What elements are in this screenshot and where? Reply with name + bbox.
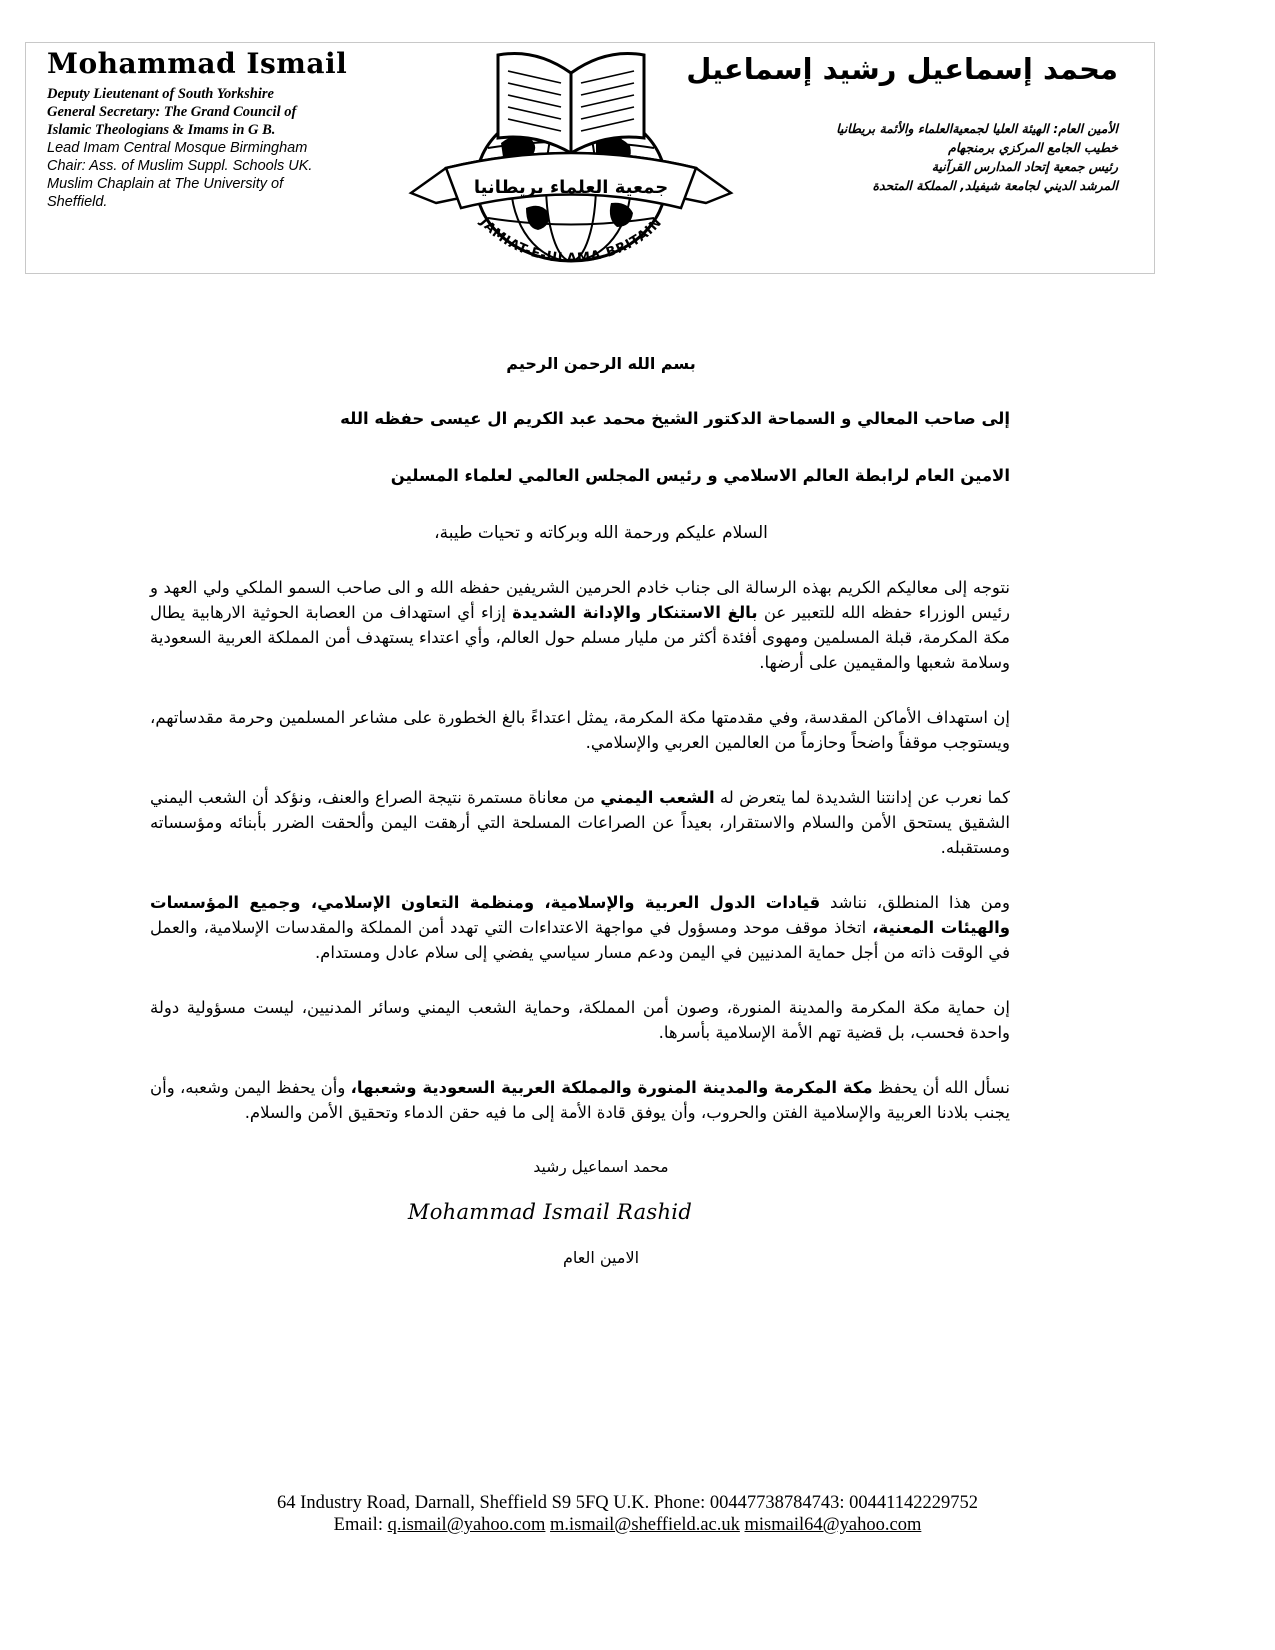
footer-email-line xyxy=(0,1514,1275,1536)
sender-title-ar: رئيس جمعية إتحاد المدارس القرآنية xyxy=(931,159,1118,174)
recipient-line: الامين العام لرابطة العالم الاسلامي و رئيس المجلس العالمي لعلماء المسلين xyxy=(390,466,1010,485)
sender-name-ar: محمد إسماعيل رشيد إسماعيل xyxy=(686,52,1118,86)
letter-paragraph: كما نعرب عن إدانتنا الشديدة لما يتعرض له الشعب اليمني من معاناة مستمرة نتيجة الصراع والعنف، ونؤكد أن الشعب اليمني الشقيق يستحق الأمن والسلام والاستقرار، بعيداً عن الصراعات المسلحة التي أرهقت اليمن وألحقت الضرر بأبنائه ومؤسساته ومستقبله. xyxy=(150,788,1010,857)
footer-address: 64 Industry Road, Darnall, Sheffield S9 5FQ U.K. Phone: 00447738784743: 00441142229752 xyxy=(277,1493,978,1513)
sender-title-en: Chair: Ass. of Muslim Suppl. Schools UK. xyxy=(47,158,313,174)
logo-banner-text: جمعية العلماء بريطانيا xyxy=(473,177,669,198)
letter-paragraph: إن استهداف الأماكن المقدسة، وفي مقدمتها مكة المكرمة، يمثل اعتداءً بالغ الخطورة على مشاعر المسلمين وحرمة مقدساتهم، ويستوجب موقفاً واضحاً وحازماً من العالمين العربي والإسلامي. xyxy=(150,708,1010,752)
signature-title: الامين العام xyxy=(562,1248,640,1267)
sender-title-en: Islamic Theologians & Imams in G B. xyxy=(47,122,276,138)
greeting: السلام عليكم ورحمة الله وبركاته و تحيات طيبة، xyxy=(434,523,768,543)
sender-title-ar: خطيب الجامع المركزي برمنجهام xyxy=(948,140,1118,155)
letter-paragraph: إن حماية مكة المكرمة والمدينة المنورة، وصون أمن المملكة، وحماية الشعب اليمني وسائر المدنيين، ليست مسؤولية دولة واحدة فحسب، بل قضية تهم الأمة الإسلامية بأسرها. xyxy=(150,998,1010,1042)
email-link[interactable]: m.ismail@sheffield.ac.uk xyxy=(550,1515,740,1535)
letterhead-english-block xyxy=(47,47,367,211)
footer xyxy=(0,1492,1275,1536)
email-link[interactable]: mismail64@yahoo.com xyxy=(744,1515,922,1535)
sender-title-en: Muslim Chaplain at The University of xyxy=(47,176,284,192)
letter-paragraph: ومن هذا المنطلق، نناشد قيادات الدول العربية والإسلامية، ومنظمة التعاون الإسلامي، وجميع المؤسسات والهيئات المعنية، اتخاذ موقف موحد ومسؤول في مواجهة الاعتداءات التي تهدد أمن المملكة والمقدسات الإسلامية، والعمل في الوقت ذاته من أجل حماية المدنيين في اليمن ودعم مسار سياسي يفضي إلى سلام عادل ومستدام. xyxy=(150,893,1011,962)
letter-paragraph: نتوجه إلى معاليكم الكريم بهذه الرسالة الى جناب خادم الحرمين الشريفين حفظه الله و الى صاحب السمو الملكي ولي العهد و رئيس الوزراء حفظه الله للتعبير عن بالغ الاستنكار والإدانة الشديدة إزاء أي استهداف من العصابة الحوثية الارهابية يطال مكة المكرمة، قبلة المسلمين ومهوى أفئدة أكثر من مليار مسلم حول العالم، وأي اعتداء يستهدف أمن المملكة العربية السعودية وسلامة شعبها والمقيمين على أرضها. xyxy=(150,578,1010,672)
signature-name-en: Mohammad Ismail Rashid xyxy=(407,1200,693,1224)
sender-title-en: Lead Imam Central Mosque Birmingham xyxy=(47,140,308,156)
sender-title-en: General Secretary: The Grand Council of xyxy=(47,104,297,120)
email-label: Email: xyxy=(333,1515,388,1535)
sender-title-ar: الأمين العام: الهيئة العليا لجمعيةالعلماء والأئمة بريطانيا xyxy=(836,121,1118,136)
sender-title-en: Deputy Lieutenant of South Yorkshire xyxy=(47,86,274,102)
basmala: بسم الله الرحمن الرحيم xyxy=(506,354,696,373)
sender-name-en: Mohammad Ismail xyxy=(47,47,348,80)
logo-ring-text: JAMIAT-E-ULAMA BRITAIN xyxy=(476,214,666,267)
letterhead xyxy=(25,42,1155,274)
sender-title-ar: المرشد الديني لجامعة شيفيلد, المملكة المتحدة xyxy=(872,178,1118,193)
recipient-line: إلى صاحب المعالي و السماحة الدكتور الشيخ محمد عبد الكريم ال عيسى حفظه الله xyxy=(340,409,1010,428)
email-link[interactable]: q.ismail@yahoo.com xyxy=(387,1515,546,1535)
signature-name-ar: محمد اسماعيل رشيد xyxy=(533,1158,669,1176)
letterhead-arabic-block xyxy=(686,47,1118,195)
sender-title-en: Sheffield. xyxy=(47,194,108,210)
letter-body xyxy=(150,352,1010,1270)
letter-paragraph: نسأل الله أن يحفظ مكة المكرمة والمدينة المنورة والمملكة العربية السعودية وشعبها، وأن يحفظ اليمن وشعبه، وأن يجنب بلادنا العربية والإسلامية الفتن والحروب، وأن يوفق قادة الأمة إلى ما فيه حقن الدماء وتحقيق الأمن والسلام. xyxy=(150,1078,1010,1122)
